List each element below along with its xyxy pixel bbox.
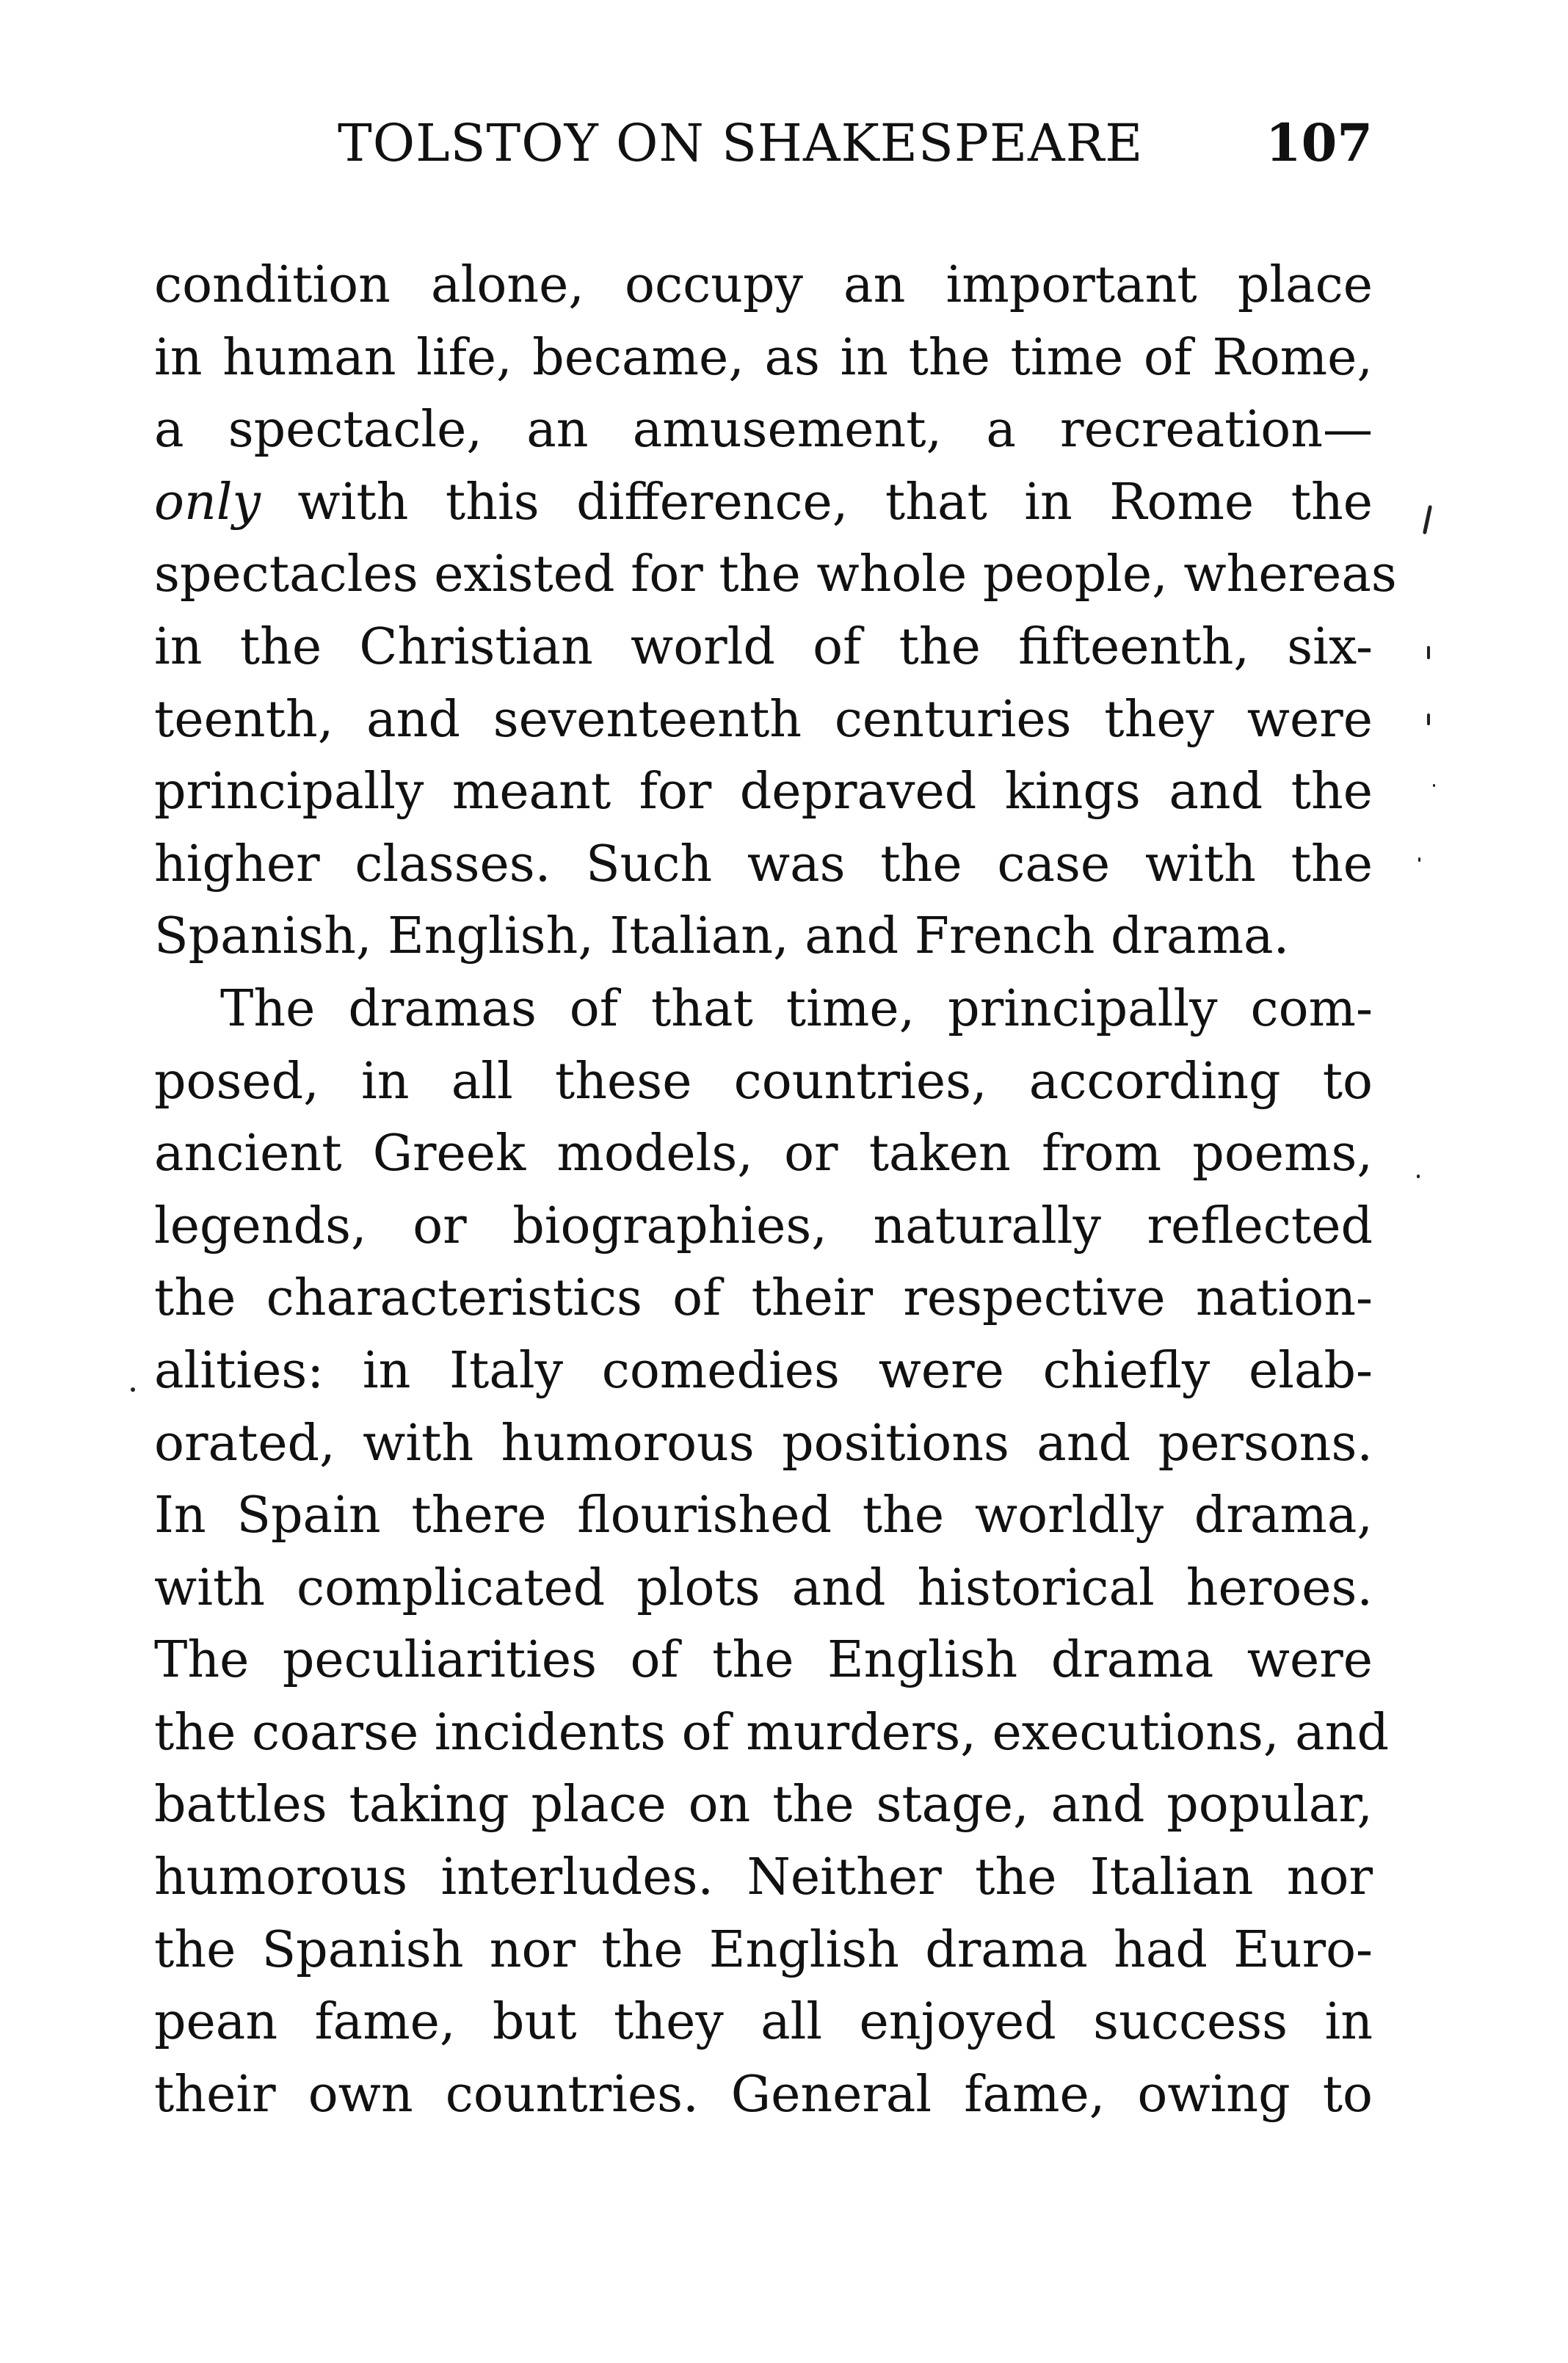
text-line: In Spain there flourished the worldly drama, <box>154 1487 1373 1545</box>
scan-speck <box>1423 505 1432 534</box>
text-line: the Spanish nor the English drama had Euro- <box>154 1920 1373 1979</box>
text-line: legends, or biographies, naturally reflected <box>154 1197 1373 1255</box>
text-line: humorous interludes. Neither the Italian nor <box>154 1848 1373 1907</box>
text-line: alities: in Italy comedies were chiefly elab- <box>154 1341 1373 1400</box>
scan-speck <box>1418 857 1420 862</box>
text-line: Spanish, English, Italian, and French drama. <box>154 907 1290 966</box>
text-line: spectacles existed for the whole people, whereas <box>154 545 1397 604</box>
text-line: a spectacle, an amusement, a recreation— <box>154 401 1373 460</box>
text-line: in human life, became, as in the time of Rome, <box>154 328 1373 387</box>
body-text <box>154 250 1397 2131</box>
text-line: the characteristics of their respective nation- <box>154 1269 1373 1328</box>
text-line: pean fame, but they all enjoyed success in <box>154 1993 1373 2052</box>
running-title: TOLSTOY ON SHAKESPEARE <box>338 113 1144 173</box>
page-number: 107 <box>1265 112 1373 173</box>
scan-speck <box>1433 784 1435 787</box>
text-line: orated, with humorous positions and persons. <box>154 1414 1373 1473</box>
text-line: battles taking place on the stage, and popular, <box>154 1776 1373 1834</box>
text-line: the coarse incidents of murders, executions, and <box>154 1703 1390 1762</box>
text-line: ancient Greek models, or taken from poems, <box>154 1125 1373 1183</box>
italic-emphasis: only <box>154 473 261 531</box>
text-line: condition alone, occupy an important place <box>154 256 1373 314</box>
scan-speck <box>131 1387 135 1392</box>
text-line: principally meant for depraved kings and the <box>154 763 1373 821</box>
text-line: in the Christian world of the fifteenth, six- <box>154 617 1373 676</box>
text-line: posed, in all these countries, according to <box>154 1052 1373 1111</box>
text-line: higher classes. Such was the case with the <box>154 835 1373 893</box>
paragraph-first-line: The dramas of that time, principally com- <box>220 979 1373 1038</box>
running-head <box>154 110 1373 176</box>
text-line: their own countries. General fame, owing to <box>154 2065 1373 2124</box>
text-line: The peculiarities of the English drama were <box>154 1631 1373 1690</box>
scan-speck <box>1427 714 1430 725</box>
text-line-rest: with this difference, that in Rome the <box>297 473 1373 531</box>
text-line: teenth, and seventeenth centuries they were <box>154 690 1373 749</box>
text-line <box>154 467 1373 540</box>
scan-speck <box>1427 646 1430 659</box>
text-line: with complicated plots and historical heroes. <box>154 1558 1373 1617</box>
scan-speck <box>1417 1175 1420 1178</box>
